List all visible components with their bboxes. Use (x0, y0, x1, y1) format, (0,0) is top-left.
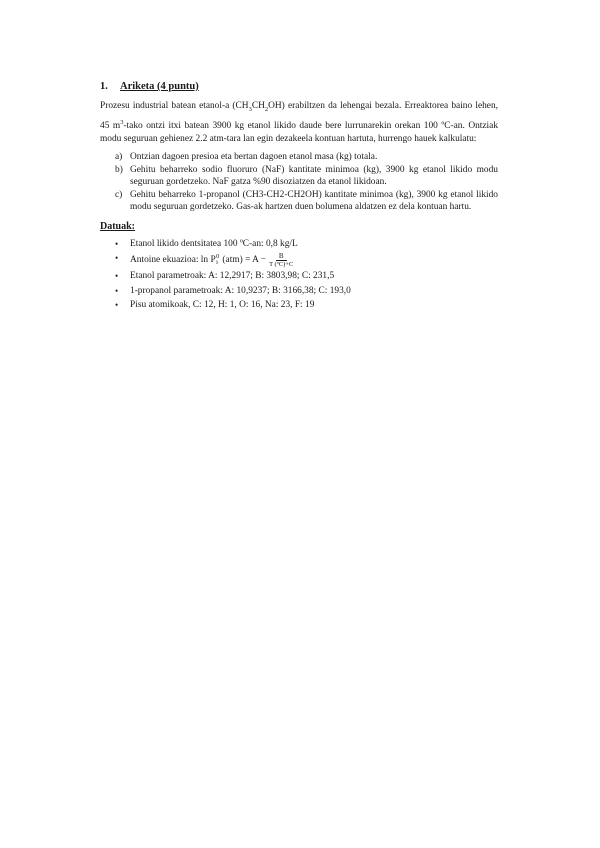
task-text: Gehitu beharreko sodio fluoruro (NaF) kantitate minimoa (kg), 3900 kg etanol likido modu seguruan gordetzeko. NaF gatza %90 disoziatzen da etanol likidoan. (130, 164, 498, 188)
task-text: Gehitu beharreko 1-propanol (CH3-CH2-CH2OH) kantitate minimoa (kg), 3900 kg etanol likido modu seguruan gordetzeko. Gas-ak hartzen duen bolumena aldatzen ez dela kontuan hartu. (130, 190, 498, 213)
bullet-icon: • (115, 271, 119, 282)
task-list (100, 151, 498, 214)
task-letter: c) (115, 190, 123, 201)
ethanol-params-text: Etanol parametroak: A: 12,2917; B: 3803,98; C: 231,5 (130, 271, 335, 282)
document-content (100, 80, 498, 313)
bullet-icon: • (115, 300, 119, 311)
antoine-sub: i (216, 259, 218, 267)
bullet-icon: • (115, 285, 119, 296)
density-text: Etanol likido dentsitatea 100 ºC-an: 0,8 kg/L (130, 238, 298, 249)
antoine-label: Antoine ekuazioa: ln P (130, 255, 216, 266)
data-item-density (100, 238, 498, 251)
data-item-atomic-weights (100, 299, 498, 312)
propanol-params-text: 1-propanol parametroak: A: 10,9237; B: 3166,38; C: 193,0 (130, 285, 351, 296)
task-letter: a) (115, 151, 123, 162)
task-item (100, 151, 498, 163)
task-item (100, 164, 498, 188)
exercise-title: Ariketa (4 puntu) (120, 81, 199, 92)
data-list (100, 238, 498, 312)
intro-text-4: -tako ontzi itxi batean 3900 kg etanol likido daude bere lurrunarekin orekan 100 ºC-an. Ontziak modu seguruan gehienez 2.2 atm-tara lan egin dezakeela kontuan hartuta, hurrengo hauek kalkulatu: (100, 121, 499, 145)
data-item-ethanol-params (100, 270, 498, 283)
bullet-icon: • (115, 252, 119, 263)
exercise-intro (100, 100, 498, 147)
data-item-antoine (100, 252, 498, 269)
antoine-fraction (269, 252, 293, 269)
bullet-icon: • (115, 238, 119, 249)
intro-sub-1: 3 (248, 105, 252, 113)
intro-sub-2: 2 (264, 105, 269, 113)
data-item-propanol-params (100, 285, 498, 298)
intro-sup: 3 (120, 119, 124, 127)
exercise-heading (100, 80, 498, 94)
data-section-title: Datuak: (100, 220, 136, 232)
task-text: Ontzian dagoen presioa eta bertan dagoen etanol masa (kg) totala. (130, 151, 378, 162)
antoine-numerator: B (276, 252, 287, 261)
antoine-denominator: T (ºC)+C (269, 260, 294, 268)
intro-text-1: Prozesu industrial batean etanol-a (CH (100, 101, 249, 111)
antoine-formula (130, 252, 293, 269)
exercise-number: 1. (100, 81, 108, 92)
intro-text-3: OH) erabiltzen da lehengai bezala. Erreaktorea baino lehen, 45 m (100, 101, 498, 132)
task-letter: b) (115, 164, 123, 175)
atomic-weights-text: Pisu atomikoak, C: 12, H: 1, O: 16, Na: 23, F: 19 (130, 300, 315, 311)
antoine-unit: (atm) = A − (222, 255, 267, 266)
intro-text-2: CH (251, 101, 265, 111)
task-item (100, 189, 498, 213)
antoine-sup: 0 (216, 253, 220, 261)
